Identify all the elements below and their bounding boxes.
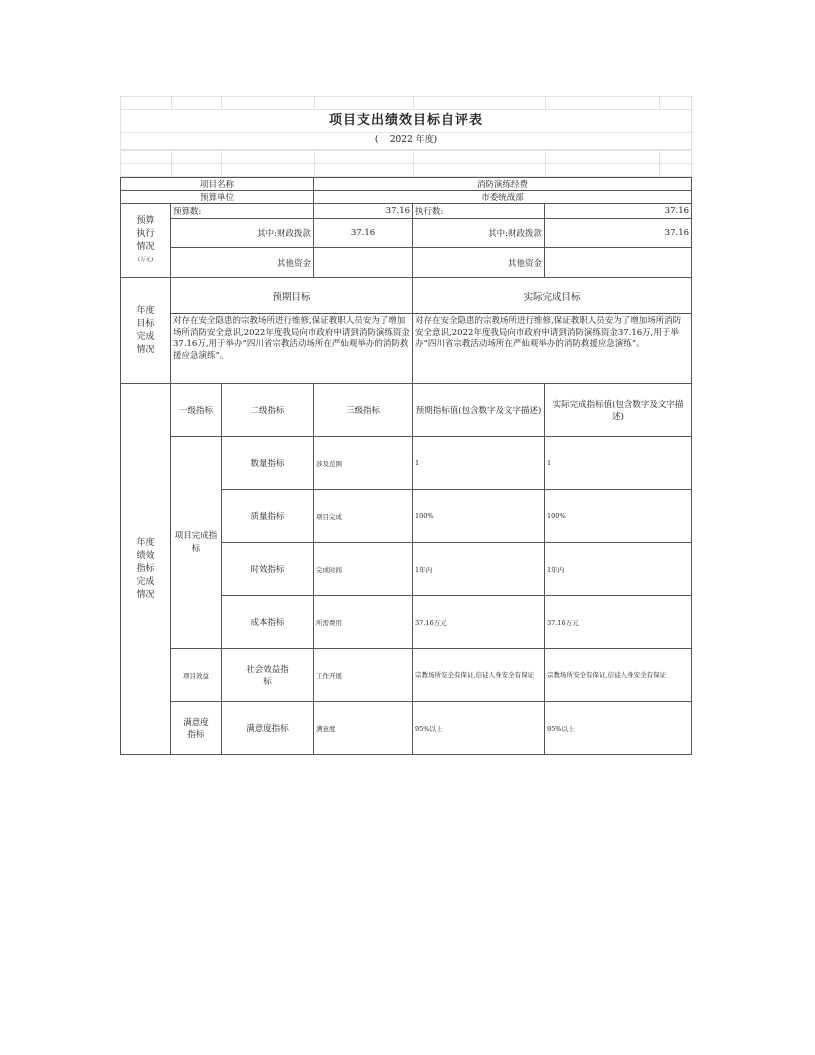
expected-value-cell: 37.16万元: [413, 596, 545, 649]
exec-amount-label: 执行数:: [413, 204, 545, 219]
expected-value-cell: 1: [413, 437, 545, 490]
expected-value-cell: 95%以上: [413, 702, 545, 755]
budget-section-title: 预算执行情况: [136, 215, 155, 252]
unit-label: 预算单位: [121, 191, 314, 204]
evaluation-sheet: [120, 96, 690, 755]
budget-amount-label: 预算数:: [171, 204, 314, 219]
actual-value-cell: 100%: [545, 490, 692, 543]
project-name-row: [121, 178, 692, 191]
unit-value: 市委统战部: [314, 191, 692, 204]
group-completion-label: 项目完成指标: [171, 437, 222, 649]
other-funds-budget-value: [314, 248, 413, 278]
fiscal-exec-value: 37.16: [545, 219, 692, 248]
actual-value-cell: 1年内: [545, 543, 692, 596]
table-row: [121, 649, 692, 702]
level3-cell: 涉及范围: [314, 437, 413, 490]
other-funds-label-budget: 其他资金: [171, 248, 314, 278]
performance-table: [120, 177, 692, 755]
actual-value-cell: 1: [545, 437, 692, 490]
level2-cell: [222, 649, 314, 702]
budget-row: [121, 204, 692, 219]
level2-cell: 数量指标: [222, 437, 314, 490]
level2-header: 二级指标: [222, 384, 314, 437]
goals-section-label: [121, 278, 171, 384]
exec-amount-value: 37.16: [545, 204, 692, 219]
budget-section-label: [121, 204, 171, 278]
unit-row: [121, 191, 692, 204]
level3-cell: 完成时间: [314, 543, 413, 596]
level3-cell: 所需费用: [314, 596, 413, 649]
fiscal-label-exec: 其中:财政拨款: [413, 219, 545, 248]
level2-cell: 时效指标: [222, 543, 314, 596]
other-funds-exec-value: [545, 248, 692, 278]
fiscal-budget-value: 37.16: [314, 219, 413, 248]
indicator-section-title: 年度绩效指标完成情况: [136, 537, 155, 600]
actual-value-cell: 95%以上: [545, 702, 692, 755]
year-value: 2022: [389, 135, 413, 145]
level3-cell: 工作开展: [314, 649, 413, 702]
actual-value-cell: 37.16万元: [545, 596, 692, 649]
level1-header: 一级指标: [171, 384, 222, 437]
actual-goal-text: 对存在安全隐患的宗教场所进行维修,保证教职人员安为了增加场所消防安全意识,2022年度我局向市政府申请到消防演练资金37.16万,用于举办“四川省宗教活动场所在严仙观举办的消防救援应急演练”。: [413, 314, 692, 384]
budget-amount-value: 37.16: [314, 204, 413, 219]
expected-goal-header: 预期目标: [171, 278, 413, 314]
level2-cell: 质量指标: [222, 490, 314, 543]
project-name-label: 项目名称: [121, 178, 314, 191]
project-name-value: 消防演练经费: [314, 178, 692, 191]
blank-row: [120, 96, 692, 109]
year-prefix: (: [374, 135, 379, 145]
expected-value-cell: 100%: [413, 490, 545, 543]
expected-goal-text: 对存在安全隐患的宗教场所进行维修,保证教职人员安为了增加场所消防安全意识,2022年度我局向市政府申请到消防演练资金37.16万,用于举办“四川省宗教活动场所在严仙观举办的消防救援应急演练”。: [171, 314, 413, 384]
group-satisfaction-label: [171, 702, 222, 755]
indicator-section-label: [121, 384, 171, 755]
year-suffix: 年度): [415, 135, 438, 145]
budget-unit-note: (万元): [137, 256, 154, 263]
year-line: [120, 132, 692, 150]
blank-row: [120, 163, 692, 177]
level3-cell: 项目完成: [314, 490, 413, 543]
expected-value-cell: 宗教场所安全有保证,信徒人身安全有保证: [413, 649, 545, 702]
actual-value-header: 实际完成指标值(包含数字及文字描述): [545, 384, 692, 437]
fiscal-row: [121, 219, 692, 248]
group-benefit-label: 项目效益: [171, 649, 222, 702]
goals-text-row: [121, 314, 692, 384]
group-satisfaction-text: 满意度指标: [183, 718, 209, 740]
table-row: [121, 437, 692, 490]
level2-cell: 成本指标: [222, 596, 314, 649]
level3-header: 三级指标: [314, 384, 413, 437]
indicator-header-row: [121, 384, 692, 437]
blank-row: [120, 150, 692, 163]
goals-section-title: 年度目标完成情况: [136, 305, 155, 355]
other-funds-row: [121, 248, 692, 278]
page-title: 项目支出绩效目标自评表: [120, 109, 692, 132]
expected-value-cell: 1年内: [413, 543, 545, 596]
level2-text: 社会效益指标: [246, 665, 289, 687]
goals-header-row: [121, 278, 692, 314]
expected-value-header: 预期指标值(包含数字及文字描述): [413, 384, 545, 437]
actual-value-cell: 宗教场所安全有保证,信徒人身安全有保证: [545, 649, 692, 702]
actual-goal-header: 实际完成目标: [413, 278, 692, 314]
fiscal-label-budget: 其中:财政拨款: [171, 219, 314, 248]
level3-cell: 满意度: [314, 702, 413, 755]
table-row: [121, 702, 692, 755]
other-funds-label-exec: 其他资金: [413, 248, 545, 278]
level2-cell: 满意度指标: [222, 702, 314, 755]
